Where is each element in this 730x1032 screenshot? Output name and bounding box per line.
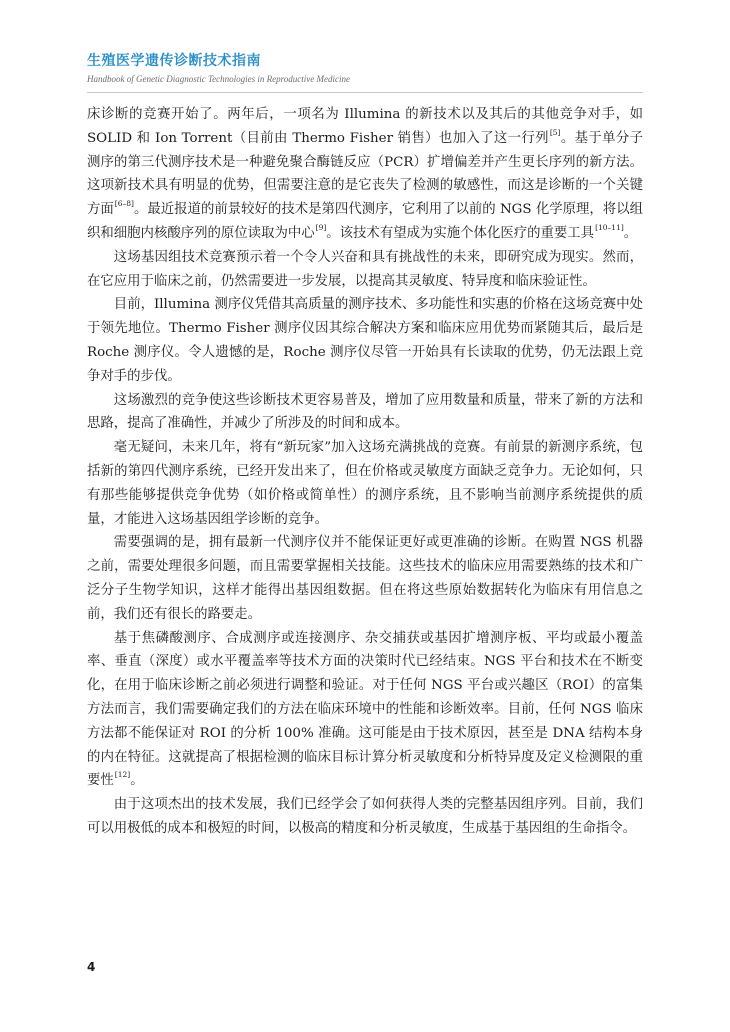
paragraph: 由于这项杰出的技术发展，我们已经学会了如何获得人类的完整基因组序列。目前，我们可以用极低的成本和极短的时间，以极高的精度和分析灵敏度，生成基于基因组的生命指令。 [87, 797, 643, 836]
paragraph: 这场基因组技术竞赛预示着一个令人兴奋和具有挑战性的未来，即研究成为现实。然而，在它应用于临床之前，仍然需要进一步发展，以提高其灵敏度、特异度和临床验证性。 [87, 249, 643, 289]
paragraph [87, 627, 643, 794]
citation: [9] [315, 222, 327, 232]
paragraph-text: 。 [130, 773, 144, 789]
citation: [6–8] [114, 199, 134, 209]
paragraph-text: 。最近报道的前景较好的技术是第四代测序，它利用了以前的 NGS 化学原理，将以组织和细胞内核酸序列的原位读取为中心 [87, 202, 643, 241]
page-number: 4 [87, 960, 96, 974]
running-header [87, 52, 647, 85]
paragraph: 目前，Illumina 测序仪凭借其高质量的测序技术、多功能性和实惠的价格在这场竞赛中处于领先地位。Thermo Fisher 测序仪因其综合解决方案和临床应用优势而紧随其后，最后是 Roche 测序仪。令人遗憾的是，Roche 测序仪尽管一开始具有长读取的优势，仍无法跟上竞争对手的步伐。 [87, 297, 643, 384]
citation: [5] [549, 127, 561, 137]
citation: [10–11] [595, 222, 624, 232]
citation: [12] [114, 770, 131, 780]
paragraph-text: 床诊断的竞赛开始了。两年后，一项名为 Illumina 的新技术以及其后的其他竞争对手，如 SOLID 和 Ion Torrent（目前由 Thermo Fisher 销售）也加入了这一行列 [87, 107, 643, 146]
paragraph: 毫无疑问，未来几年，将有“新玩家”加入这场充满挑战的竞赛。有前景的新测序系统，包括新的第四代测序系统，已经开发出来了，但在价格或灵敏度方面缺乏竞争力。无论如何，只有那些能够提供竞争优势（如价格或简单性）的测序系统，且不影响当前测序系统提供的质量，才能进入这场基因组学诊断的竞争。 [87, 440, 643, 527]
paragraph: 这场激烈的竞争使这些诊断技术更容易普及，增加了应用数量和质量，带来了新的方法和思路，提高了准确性，并减少了所涉及的时间和成本。 [87, 392, 643, 432]
header-divider [87, 92, 643, 93]
paragraph-text: 。 [623, 225, 638, 241]
paragraph [87, 103, 643, 246]
paragraph-text: 基于焦磷酸测序、合成测序或连接测序、杂交捕获或基因扩增测序板、平均或最小覆盖率、垂直（深度）或水平覆盖率等技术方面的决策时代已经结束。NGS 平台和技术在不断变化，在用于临床诊断之前必须进行调整和验证。对于任何 NGS 平台或兴趣区（ROI）的富集方法而言，我们需要确定我们的方法在临床环境中的性能和诊断效率。目前，任何 NGS 临床方法都不能保证对 ROI 的分析 100% 准确。这可能是由于技术原因，甚至是 DNA 结构本身的内在特征。这就提高了根据检测的临床目标计算分析灵敏度和分析特异度及定义检测限的重要性 [87, 630, 643, 789]
paragraph-text: 。基于单分子测序的第三代测序技术是一种避免聚合酶链反应（PCR）扩增偏差并产生更长序列的新方法。这项新技术具有明显的优势，但需要注意的是它丧失了检测的敏感性，而这是诊断的一个关键方面 [87, 130, 643, 218]
paragraph-text: 。该技术有望成为实施个体化医疗的重要工具 [326, 225, 595, 241]
book-subtitle: Handbook of Genetic Diagnostic Technologies in Reproductive Medicine [87, 74, 351, 84]
body-text [87, 103, 643, 841]
paragraph: 需要强调的是，拥有最新一代测序仪并不能保证更好或更准确的诊断。在购置 NGS 机器之前，需要处理很多问题，而且需要掌握相关技能。这些技术的临床应用需要熟练的技术和广泛分子生物学知识，这样才能得出基因组数据。但在将这些原始数据转化为临床有用信息之前，我们还有很长的路要走。 [87, 535, 643, 622]
book-title: 生殖医学遗传诊断技术指南 [87, 53, 261, 69]
